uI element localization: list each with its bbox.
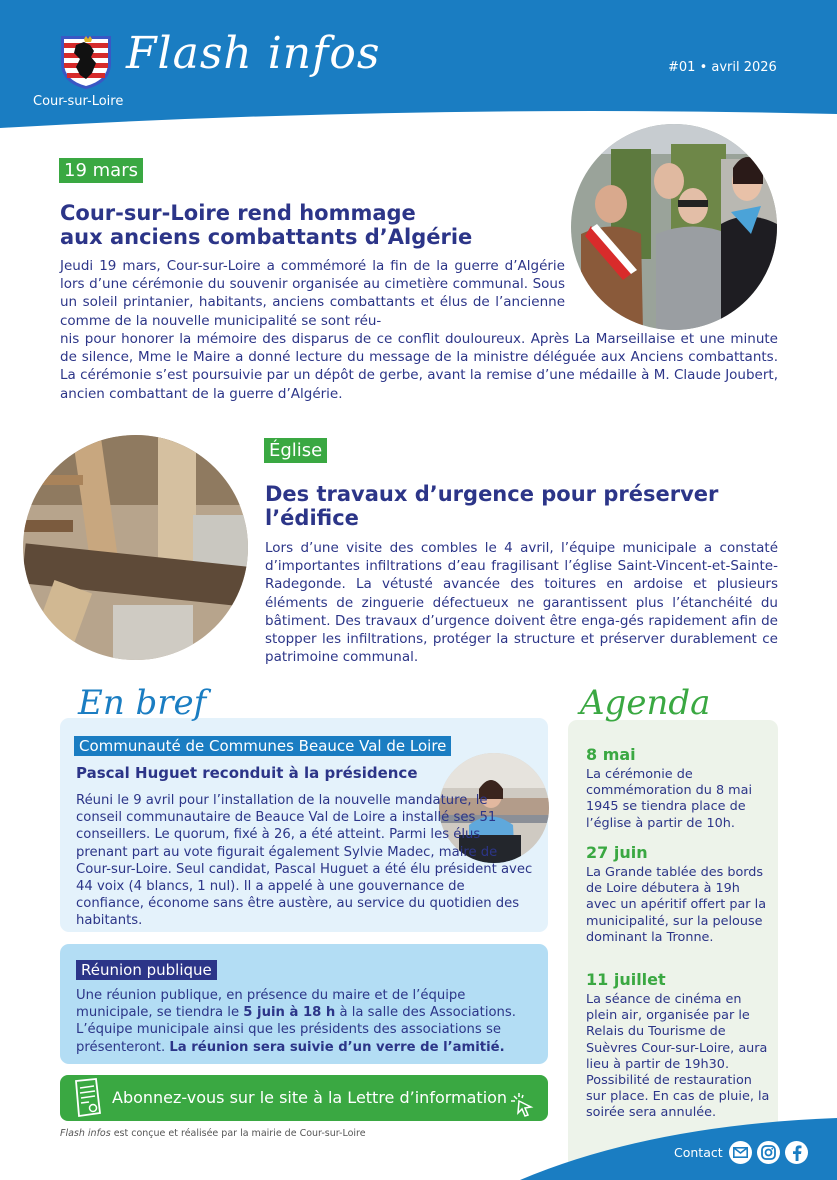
agenda-date: 11 juillet [586, 970, 666, 989]
contact-label: Contact [674, 1145, 723, 1160]
instagram-icon[interactable] [757, 1141, 780, 1164]
agenda-text: La séance de cinéma en plein air, organisée par le Relais du Tourisme de Suèvres Cour-sur-Loire, aura lieu à partir de 19h30. Possibilité de restauration sur place. En cas de pluie, la soirée sera annulée. [586, 992, 770, 1121]
coat-of-arms-icon [58, 33, 114, 91]
agenda-text: La cérémonie de commémoration du 8 mai 1945 se tiendra place de l’église à partir de 10h. [586, 767, 753, 831]
brief-body: Réuni le 9 avril pour l’installation de la nouvelle mandature, le conseil communautaire de Beauce Val de Loire a installé ses 51 conseillers. Le quorum, fixé à 26, a été atteint. Parmi les élus prenant part au vote figurait également Sylvie Madec, maire de Cour-sur-Loire. Seul candidat, Pascal Huguet a été élu président avec 44 voix (4 blancs, 1 nul). Il a appelé à une gouvernance de confiance, économe sans être austère, au service du quotidien des habitants. [76, 793, 533, 929]
article-title-line: Cour-sur-Loire rend hommage [60, 201, 416, 225]
brief-tag: Communauté de Communes Beauce Val de Loire [74, 736, 451, 756]
credit-text: est conçue et réalisée par la mairie de Cour-sur-Loire [110, 1128, 366, 1139]
article-title-line: Des travaux d’urgence pour préserver [265, 482, 719, 506]
brief-body [76, 987, 541, 1056]
subscribe-label[interactable]: Abonnez-vous sur le site à la Lettre d’information [112, 1088, 508, 1107]
article-body: Jeudi 19 mars, Cour-sur-Loire a commémoré la fin de la guerre d’Algérie lors d’une cérémonie du souvenir organisée au cimetière communal. Sous un soleil printanier, habitants, anciens combattants et élus de l’ancienne comme de la nouvelle municipalité se sont réu- [60, 258, 565, 329]
agenda-date: 27 juin [586, 843, 648, 862]
brief-tag: Réunion publique [76, 960, 217, 980]
article-title-line: aux anciens combattants d’Algérie [60, 225, 473, 249]
newsletter-title: Flash infos [126, 28, 381, 79]
article-body: Lors d’une visite des combles le 4 avril, l’équipe municipale a constaté d’importantes infiltrations d’eau fragilisant l’église Saint-Vincent-et-Sainte-Radegonde. La vétusté avancée des toitures en ardoise et plusieurs éléments de zinguerie défectueux ne garantissent plus l’étanchéité du bâtiment. Des travaux d’urgence doivent être enga-gés rapidement afin de stopper les infiltrations, protéger la structure et préserver durablement ce patrimoine communal. [265, 540, 778, 666]
reunion-highlight: La réunion sera suivie d’un verre de l’amitié. [169, 1039, 505, 1055]
issue-number: #01 • avril 2026 [668, 60, 777, 75]
roof-beams-photo [23, 435, 248, 660]
article-body-continued: nis pour honorer la mémoire des disparus de ce conflit douloureux. Après La Marseillaise et une minute de silence, Mme le Maire a donné lecture du message de la ministre déléguée aux Anciens combattants. La cérémonie s’est poursuivie par un dépôt de gerbe, avant la remise d’une médaille à M. Claude Joubert, ancien combattant de la guerre d’Algérie. [60, 331, 778, 402]
town-name: Cour-sur-Loire [33, 94, 124, 109]
article-title [60, 201, 560, 249]
reunion-text: à la salle des Associations. L’équipe municipale ainsi que les présidents des associations se présenteront. [76, 1005, 516, 1055]
reunion-text: Une réunion publique, en présence du maire et de l’équipe municipale, se tiendra le [76, 988, 466, 1021]
article-category-tag: Église [264, 438, 327, 463]
facebook-icon[interactable] [785, 1141, 808, 1164]
agenda-date: 8 mai [586, 745, 636, 764]
article-title-line: l’édifice [265, 506, 359, 530]
reunion-date: 5 juin à 18 h [243, 1005, 336, 1021]
article-date-tag: 19 mars [59, 158, 143, 183]
section-title-en-bref: En bref [78, 683, 207, 723]
brief-subtitle: Pascal Huguet reconduit à la présidence [76, 764, 418, 782]
footer-wave [0, 1100, 837, 1180]
ceremony-photo [571, 124, 777, 330]
mail-icon[interactable] [729, 1141, 752, 1164]
agenda-text: La Grande tablée des bords de Loire débutera à 19h avec un apéritif offert par la municipalité, sur la pelouse dominant la Tronne. [586, 865, 767, 945]
article-title [265, 482, 785, 530]
credit-publication: Flash infos [60, 1128, 111, 1139]
section-title-agenda: Agenda [580, 683, 711, 723]
